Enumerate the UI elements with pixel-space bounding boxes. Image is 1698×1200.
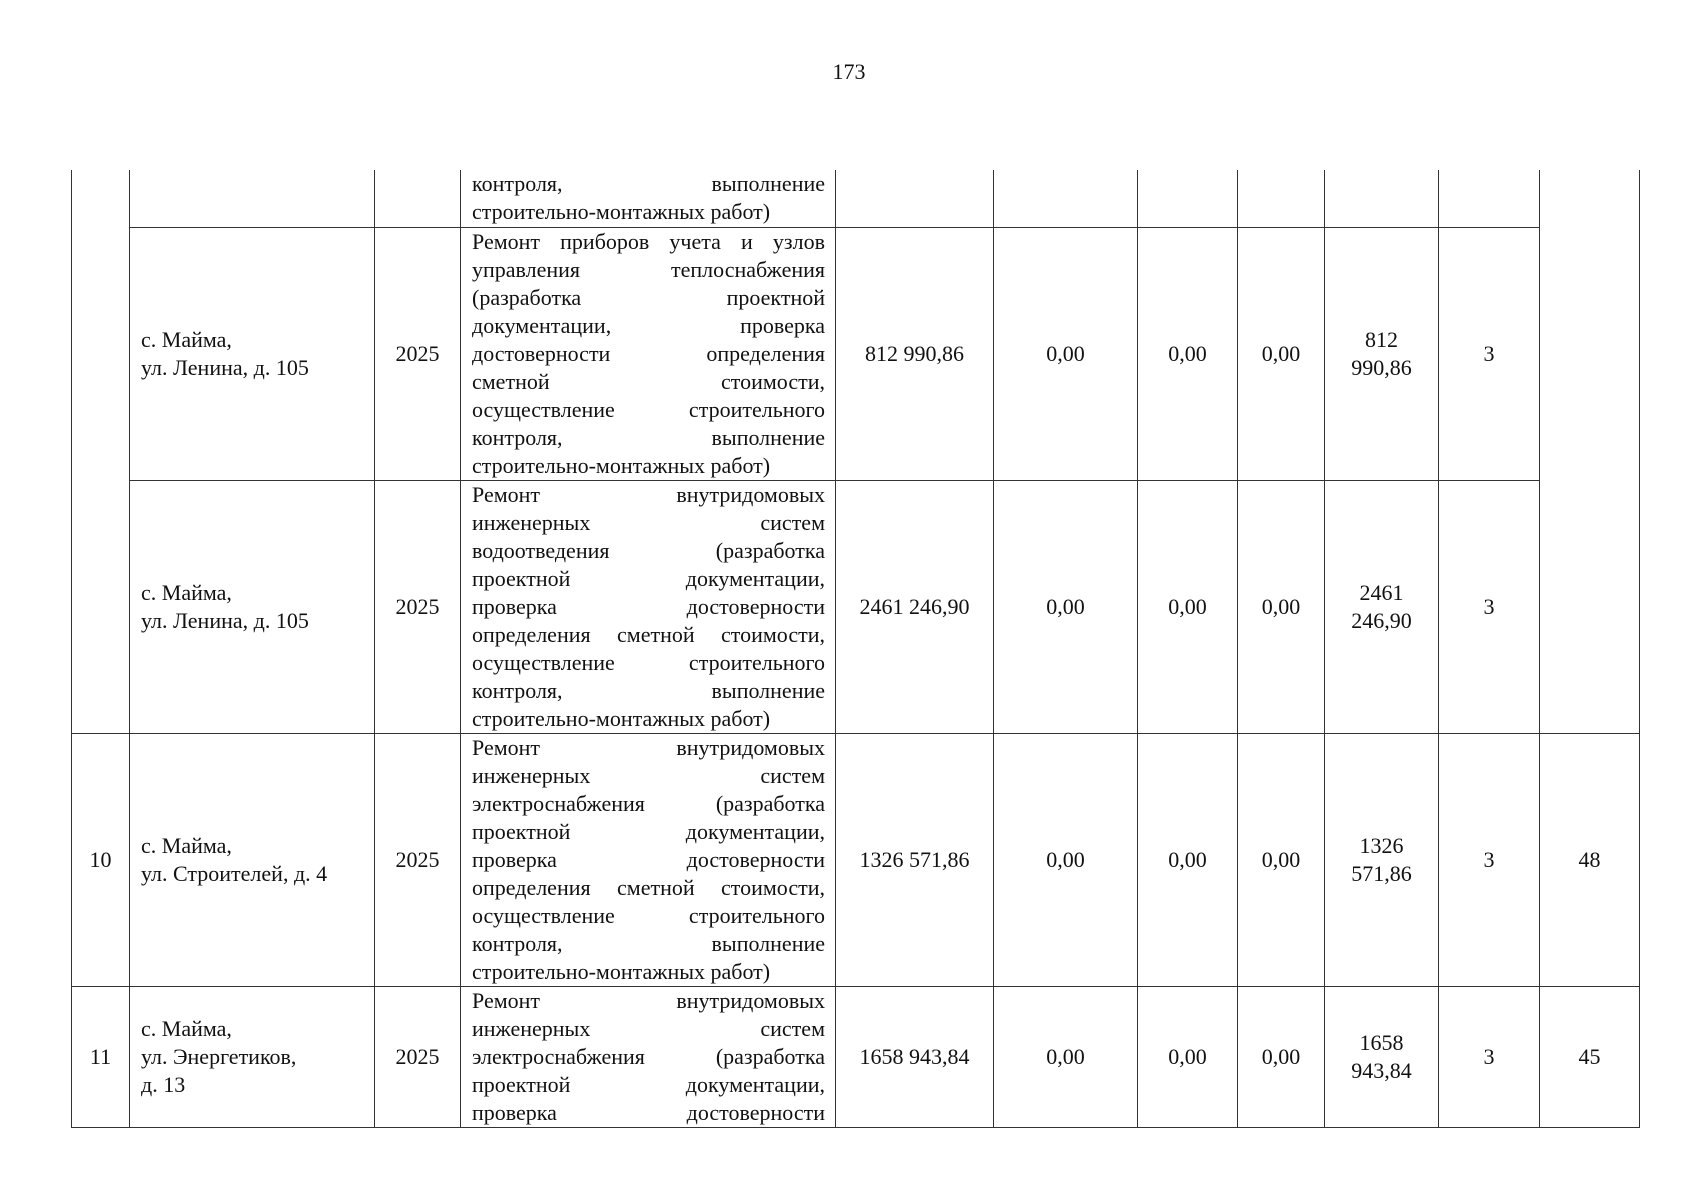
work-line: электроснабжения (разработка [472,790,825,816]
cost-cell: 0,00 [1138,986,1238,1127]
cost-cell: 0,00 [994,227,1138,480]
work-line: строительно-монтажных работ) [472,705,771,731]
work-line: Ремонт приборов учета и узлов [472,228,825,254]
cost-cell: 0,00 [1138,480,1238,733]
term-cell: 45 [1540,986,1640,1127]
work-description-cell [461,733,836,986]
table-row [72,986,1640,1127]
page-number: 173 [832,59,866,84]
count-cell [1439,170,1540,227]
work-line: строительно-монтажных работ) [472,199,771,224]
work-line: достоверности определения [472,340,825,366]
work-line: водоотведения (разработка [472,537,825,563]
work-line: проверка достоверности [472,846,825,872]
work-line: (разработка проектной [472,284,825,310]
year-cell: 2025 [375,986,461,1127]
work-line: проверка достоверности [472,1099,825,1125]
cost-cell: 0,00 [1238,733,1325,986]
address-line: с. Майма, [141,579,232,605]
work-line: инженерных систем [472,762,825,788]
work-line: инженерных систем [472,1015,825,1041]
work-line: проверка достоверности [472,593,825,619]
address-line: ул. Ленина, д. 105 [141,354,309,380]
total-cost-cell [836,170,994,227]
work-line: строительно-монтажных работ) [472,958,771,984]
cost-line: 812 [1365,326,1398,352]
work-line: проектной документации, [472,818,825,844]
row-number-cell [72,170,130,733]
year-cell [375,170,461,227]
cost-line: 1326 [1359,832,1404,858]
work-line: осуществление строительного [472,902,825,928]
cost-cell [1138,170,1238,227]
work-description-cell [461,480,836,733]
count-cell: 3 [1439,227,1540,480]
address-cell [130,480,375,733]
work-line: осуществление строительного [472,396,825,422]
work-line: проектной документации, [472,565,825,591]
total-cost-cell: 812 990,86 [836,227,994,480]
count-cell: 3 [1439,733,1540,986]
work-line: определения сметной стоимости, [472,621,825,647]
work-line: сметной стоимости, [472,368,825,394]
cost-cell [1238,170,1325,227]
work-line: Ремонт внутридомовых [472,987,825,1013]
row-number-cell: 10 [72,733,130,986]
address-line: с. Майма, [141,832,232,858]
cost-line: 571,86 [1351,860,1412,886]
cost-cell [1325,480,1439,733]
cost-cell: 0,00 [1238,986,1325,1127]
table-row [72,170,1640,227]
total-cost-cell: 2461 246,90 [836,480,994,733]
term-cell [1540,170,1640,733]
cost-cell [1325,986,1439,1127]
term-cell: 48 [1540,733,1640,986]
cost-cell: 0,00 [1138,227,1238,480]
cost-cell: 0,00 [1238,227,1325,480]
repair-program-table [71,170,1640,1128]
count-cell: 3 [1439,480,1540,733]
address-line: ул. Строителей, д. 4 [141,860,328,886]
cost-cell: 0,00 [994,733,1138,986]
work-line: контроля, выполнение [472,677,825,703]
cost-cell: 0,00 [994,480,1138,733]
cost-cell: 0,00 [1138,733,1238,986]
cost-cell: 0,00 [1238,480,1325,733]
work-line: строительно-монтажных работ) [472,452,771,478]
work-description-cell [461,986,836,1127]
row-number-cell: 11 [72,986,130,1127]
work-line: Ремонт внутридомовых [472,481,825,507]
cost-line: 2461 [1359,579,1404,605]
address-line: ул. Энергетиков, [141,1043,297,1069]
work-line: проектной документации, [472,1071,825,1097]
address-cell [130,733,375,986]
work-description-cell [461,227,836,480]
work-line: контроля, выполнение [472,171,825,196]
cost-cell [994,170,1138,227]
year-cell: 2025 [375,227,461,480]
cost-line: 1658 [1359,1029,1404,1055]
count-cell: 3 [1439,986,1540,1127]
work-line: электроснабжения (разработка [472,1043,825,1069]
cost-line: 246,90 [1351,607,1412,633]
cost-cell: 0,00 [994,986,1138,1127]
work-line: инженерных систем [472,509,825,535]
address-line: ул. Ленина, д. 105 [141,607,309,633]
address-cell [130,170,375,227]
address-cell [130,227,375,480]
cost-cell [1325,733,1439,986]
work-line: определения сметной стоимости, [472,874,825,900]
cost-cell [1325,170,1439,227]
work-description-cell [461,170,836,227]
cost-cell [1325,227,1439,480]
total-cost-cell: 1658 943,84 [836,986,994,1127]
work-line: Ремонт внутридомовых [472,734,825,760]
work-line: контроля, выполнение [472,424,825,450]
total-cost-cell: 1326 571,86 [836,733,994,986]
work-line: контроля, выполнение [472,930,825,956]
year-cell: 2025 [375,480,461,733]
table-row [72,733,1640,986]
work-line: документации, проверка [472,312,825,338]
address-line: д. 13 [141,1071,186,1097]
work-line: управления теплоснабжения [472,256,825,282]
address-line: с. Майма, [141,326,232,352]
year-cell: 2025 [375,733,461,986]
cost-line: 943,84 [1351,1057,1412,1083]
address-line: с. Майма, [141,1015,232,1041]
table-row [72,227,1640,480]
cost-line: 990,86 [1351,354,1412,380]
address-cell [130,986,375,1127]
work-line: осуществление строительного [472,649,825,675]
table-row [72,480,1640,733]
